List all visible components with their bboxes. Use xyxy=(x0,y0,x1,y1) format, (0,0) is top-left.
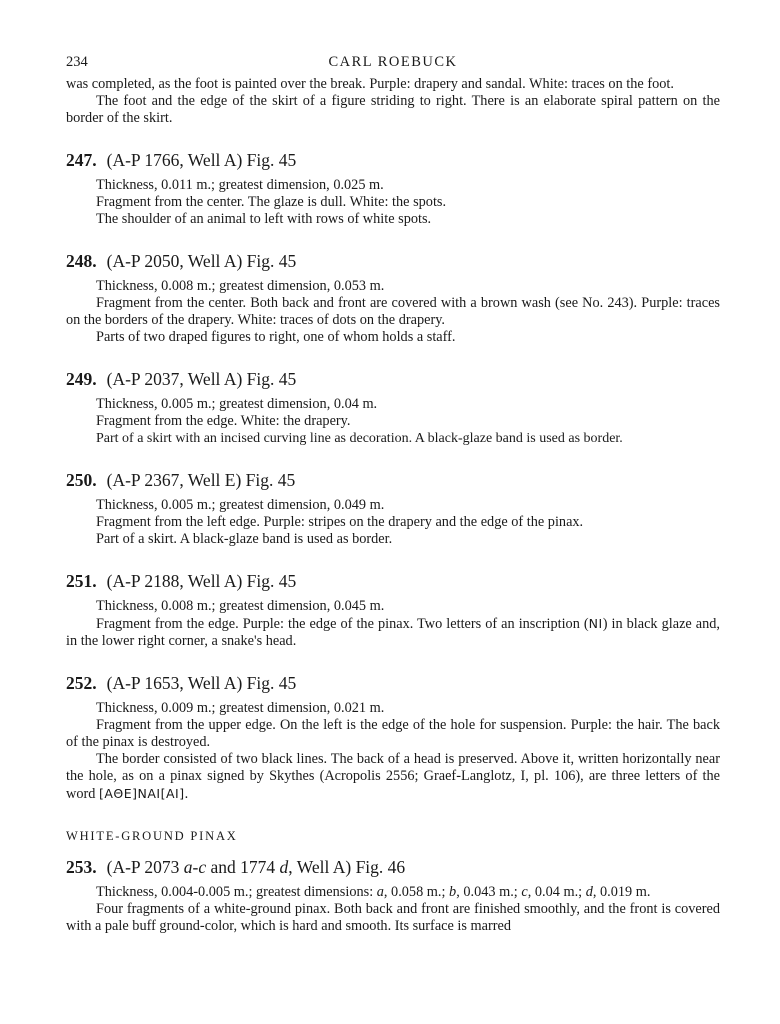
entry-subject: The shoulder of an animal to left with rows of white spots. xyxy=(96,211,432,227)
dims-label-a: a xyxy=(376,884,384,900)
dims-text: , 0.043 m.; xyxy=(456,884,522,900)
entry-heading xyxy=(66,469,720,491)
dims-text: , 0.058 m.; xyxy=(383,884,450,900)
dims-text: , 0.019 m. xyxy=(592,884,651,900)
page-number: 234 xyxy=(66,54,88,70)
dims-text: , 0.04 m.; xyxy=(527,884,586,900)
entry-number: 250. xyxy=(66,470,97,490)
entry-subject: Part of a skirt. A black-glaze band is used as border. xyxy=(96,531,393,547)
entry-description: Fragment from the center. The glaze is dull. White: the spots. xyxy=(96,194,447,210)
catalog-entry-251 xyxy=(66,570,720,650)
entry-heading xyxy=(66,250,720,272)
entry-number: 249. xyxy=(66,369,97,389)
entry-number: 251. xyxy=(66,571,97,591)
entry-dimensions: Thickness, 0.005 m.; greatest dimension, 0.04 m. xyxy=(96,396,378,412)
inscription-letters: NI xyxy=(588,616,603,631)
entry-number: 252. xyxy=(66,673,97,693)
intro-paragraph-1: was completed, as the foot is painted over the break. Purple: drapery and sandal. White: traces on the foot. xyxy=(66,76,674,92)
entry-subject xyxy=(66,751,720,803)
entry-heading xyxy=(66,856,720,878)
entry-dimensions: Thickness, 0.008 m.; greatest dimension, 0.053 m. xyxy=(96,278,385,294)
entry-heading xyxy=(66,368,720,390)
dims-label-d: d xyxy=(585,884,593,900)
catalog-entry-252 xyxy=(66,672,720,803)
entry-reference-part: and 1774 xyxy=(206,857,280,877)
entry-dimensions: Thickness, 0.011 m.; greatest dimension, 0.025 m. xyxy=(96,177,384,193)
document-page xyxy=(66,54,720,935)
entry-heading xyxy=(66,672,720,694)
description-text: Fragment from the edge. Purple: the edge of the pinax. Two letters of an inscription ( xyxy=(96,616,589,632)
dims-label-b: b xyxy=(449,884,457,900)
entry-description xyxy=(66,615,720,650)
entry-subject: Parts of two draped figures to right, one of whom holds a staff. xyxy=(96,329,456,345)
entry-dimensions xyxy=(66,884,720,901)
entry-dimensions: Thickness, 0.008 m.; greatest dimension, 0.045 m. xyxy=(96,598,385,614)
page-header xyxy=(66,54,720,76)
entry-reference-part: , Well A) Fig. 46 xyxy=(288,857,406,877)
entry-reference-italic: a-c xyxy=(183,857,207,877)
entry-heading xyxy=(66,570,720,592)
entry-description: Fragment from the edge. White: the drapery. xyxy=(96,413,351,429)
entry-number: 247. xyxy=(66,150,97,170)
entry-number: 253. xyxy=(66,857,97,877)
entry-reference-italic: d xyxy=(279,857,289,877)
entry-subject: Part of a skirt with an incised curving line as decoration. A black-glaze band is used as border. xyxy=(96,431,623,446)
entry-description: Fragment from the center. Both back and front are covered with a brown wash (see No. 243). Purple: traces on the borders of the drapery. White: traces of dots on the drapery. xyxy=(66,295,720,328)
entry-reference: (A-P 2050, Well A) Fig. 45 xyxy=(106,251,297,271)
entry-reference-part: (A-P 2073 xyxy=(106,857,184,877)
catalog-entry-253 xyxy=(66,856,720,935)
entry-reference: (A-P 1653, Well A) Fig. 45 xyxy=(106,673,297,693)
entry-description: Fragment from the upper edge. On the left is the edge of the hole for suspension. Purple: the hair. The back of the pinax is destroyed. xyxy=(66,717,720,750)
dims-text: Thickness, 0.004-0.005 m.; greatest dimensions: xyxy=(96,884,377,900)
entry-reference: (A-P 2188, Well A) Fig. 45 xyxy=(106,571,297,591)
subject-text: The border consisted of two black lines. The back of a head is preserved. Above it, written horizontally near the hole, as on a pinax signed by Skythes (Acropolis 2556; Graef-Langlotz, I, pl. 106), are three letters of the word xyxy=(66,751,720,802)
entry-reference: (A-P 2367, Well E) Fig. 45 xyxy=(106,470,296,490)
catalog-entry-248 xyxy=(66,250,720,346)
running-head: CARL ROEBUCK xyxy=(328,54,458,70)
section-title: WHITE-GROUND PINAX xyxy=(66,829,238,843)
description-text-end: ) in black glaze and, in the lower right corner, a snake's head. xyxy=(66,616,720,649)
entry-heading xyxy=(66,149,720,171)
intro-paragraph-2: The foot and the edge of the skirt of a figure striding to right. There is an elaborate spiral pattern on the border of the skirt. xyxy=(66,93,720,126)
entry-description: Fragment from the left edge. Purple: stripes on the drapery and the edge of the pinax. xyxy=(96,514,584,530)
subject-text-end: . xyxy=(184,786,189,802)
inscription-letters: [AΘE]NAI[AI] xyxy=(98,786,185,801)
entry-dimensions: Thickness, 0.009 m.; greatest dimension, 0.021 m. xyxy=(96,700,385,716)
entry-description: Four fragments of a white-ground pinax. Both back and front are finished smoothly, and the front is covered with a pale buff ground-color, which is hard and smooth. Its surface is marred xyxy=(66,901,720,934)
entry-reference: (A-P 2037, Well A) Fig. 45 xyxy=(106,369,297,389)
entry-dimensions: Thickness, 0.005 m.; greatest dimension, 0.049 m. xyxy=(96,497,385,513)
catalog-entry-249 xyxy=(66,368,720,447)
dims-label-c: c xyxy=(521,884,528,900)
catalog-entry-250 xyxy=(66,469,720,548)
entry-number: 248. xyxy=(66,251,97,271)
entry-reference: (A-P 1766, Well A) Fig. 45 xyxy=(106,150,297,170)
catalog-entry-247 xyxy=(66,149,720,228)
